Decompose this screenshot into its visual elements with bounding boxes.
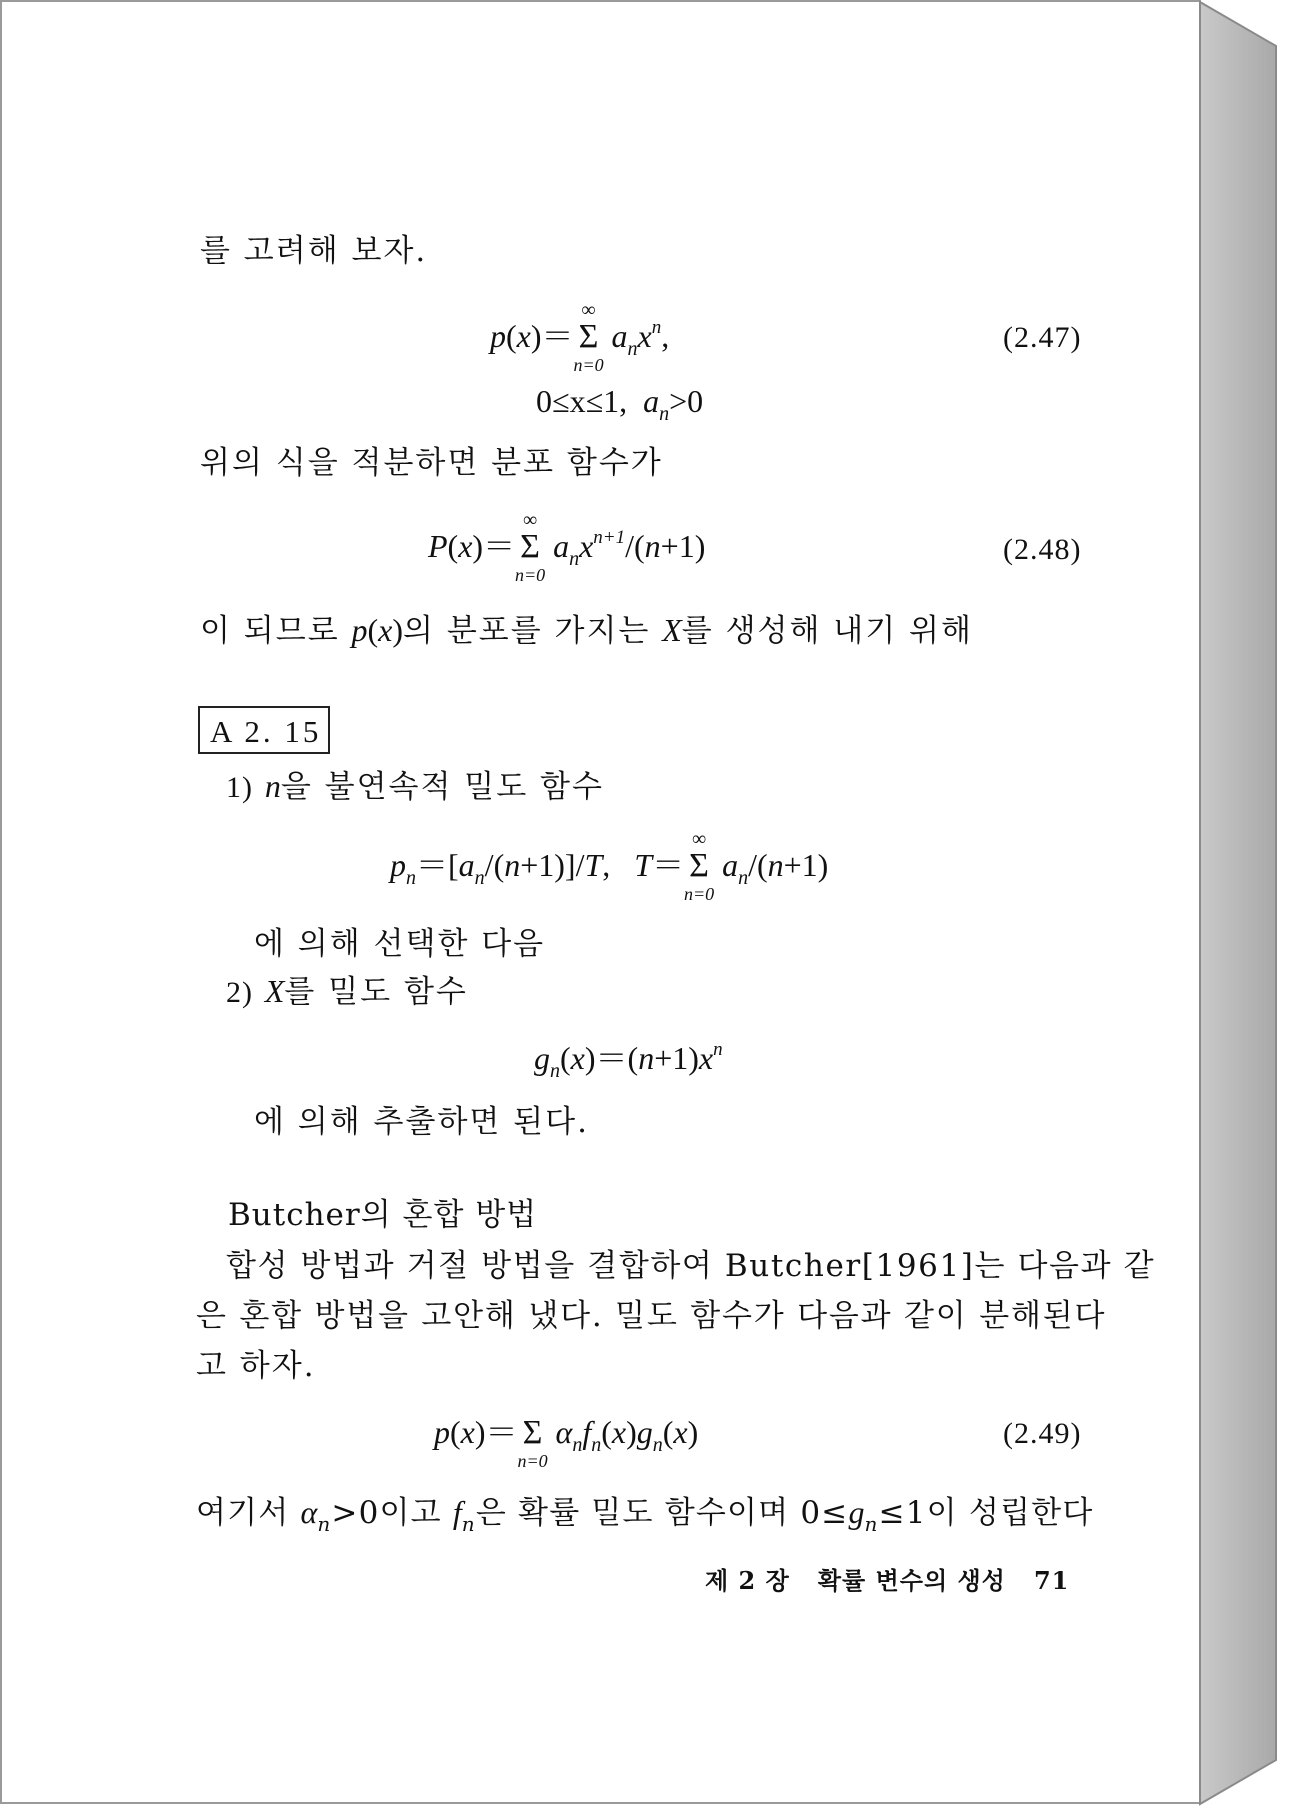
text-segment: 이 되므로 [200, 613, 340, 649]
text-line: 를 고려해 보자. [200, 233, 428, 269]
text-segment: 를 밀도 함수 [284, 974, 468, 1010]
text-segment: 을 불연속적 밀도 함수 [280, 769, 604, 805]
equation-number: (2.49) [1003, 1417, 1082, 1450]
equation-2-48: P(x)＝ ∞ Σ n=0 $a_nx^{n+1}/(n+1)$ [428, 509, 706, 585]
text-line: 이 되므로 p(x)의 분포를 가지는 X를 생성해 내기 위해 [200, 612, 973, 649]
text-line: 여기서 $\alpha_n>0$이고 $f_n$은 확률 밀도 함수이며 $0\le g_n\le 1$이 성립한다 [196, 1494, 1094, 1536]
sum-lower: n=0 [515, 565, 546, 585]
text-segment: 의 분포를 가지는 [403, 613, 651, 649]
page-number: 71 [1033, 1566, 1070, 1595]
condition-range: 0≤x≤1, [536, 383, 628, 419]
algorithm-label: A 2. 15 [198, 706, 330, 754]
text-line: 에 의해 선택한 다음 [254, 926, 546, 962]
equation-condition: 0≤x≤1, $a_n>0$ [536, 383, 704, 425]
text-segment: 여기서 [196, 1495, 290, 1531]
section-heading: Butcher의 혼합 방법 [228, 1197, 538, 1233]
algorithm-step-1: 1) n을 불연속적 밀도 함수 [226, 768, 604, 805]
paragraph-line: 고 하자. [196, 1348, 316, 1384]
text-line: 위의 식을 적분하면 분포 함수가 [200, 445, 663, 481]
sum-upper: ∞ [522, 509, 538, 531]
footer-title: 확률 변수의 생성 [817, 1566, 1006, 1595]
sum-lower: n=0 [684, 884, 715, 904]
equation-pn: $p_n=[a_n/(n+1)]/T$, T＝ ∞ Σ n=0 $a_n/(n+1)$ [390, 828, 829, 904]
sum-lower: n=0 [517, 1451, 548, 1471]
equation-number: (2.47) [1003, 321, 1082, 354]
step-number: 2) [226, 976, 253, 1009]
footer-chapter: 제 2 장 [705, 1566, 790, 1595]
sum-upper: ∞ [581, 299, 596, 321]
equation-number: (2.48) [1003, 533, 1082, 566]
equation-2-49: p(x)＝ Σ n=0 $\alpha_nf_n(x)g_n(x)$ [434, 1414, 699, 1471]
sum-lower: n=0 [573, 355, 604, 375]
text-segment: ≤1이 성립한다 [878, 1495, 1094, 1531]
text-segment: 은 확률 밀도 함수이며 0≤ [475, 1495, 849, 1531]
page-footer [705, 1566, 1070, 1595]
sum-upper: ∞ [691, 828, 707, 850]
equation-2-47: p(x)＝ ∞ Σ n=0 $a_nx^n$, [490, 299, 670, 375]
algorithm-step-2: 2) X를 밀도 함수 [226, 973, 468, 1010]
text-line: 에 의해 추출하면 된다. [254, 1104, 589, 1140]
paragraph-line: 은 혼합 방법을 고안해 냈다. 밀도 함수가 다음과 같이 분해된다 [196, 1298, 1107, 1334]
paragraph-line: 합성 방법과 거절 방법을 결합하여 Butcher[1961]는 다음과 같 [226, 1248, 1156, 1284]
step-number: 1) [226, 771, 253, 804]
text-segment: 를 생성해 내기 위해 [681, 613, 973, 649]
text-segment: >0이고 [331, 1495, 442, 1531]
equation-gn: $g_n(x)=(n+1)x^n$ [534, 1039, 723, 1082]
